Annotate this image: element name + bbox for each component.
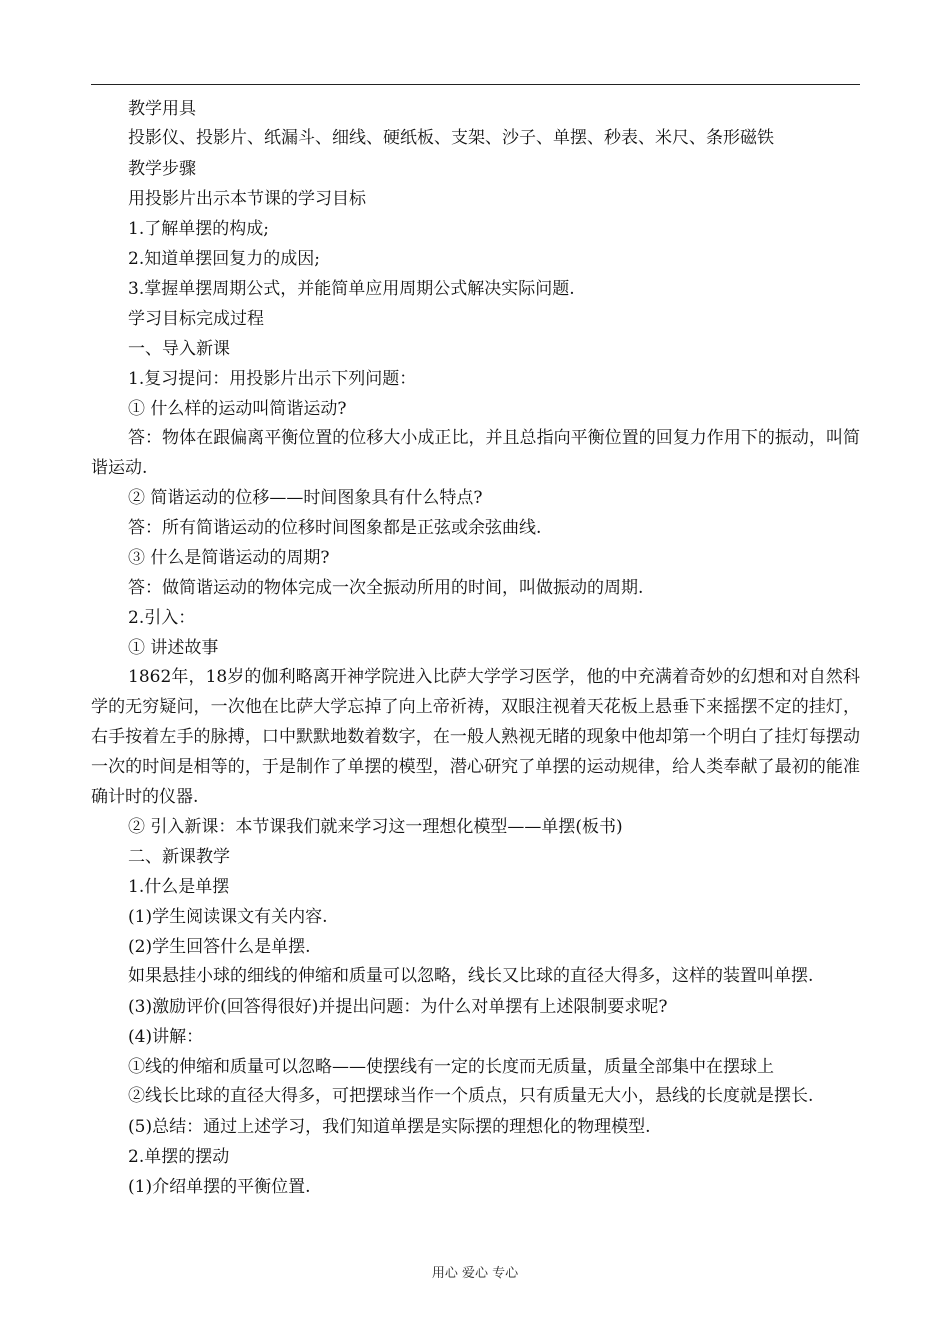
paragraph: 教学步骤 xyxy=(128,158,196,179)
paragraph: (1)介绍单摆的平衡位置. xyxy=(128,1176,311,1197)
paragraph: (4)讲解： xyxy=(128,1027,204,1048)
paragraph: 1.复习提问：用投影片出示下列问题： xyxy=(128,368,417,389)
paragraph: ① 讲述故事 xyxy=(128,638,219,659)
paragraph: 如果悬挂小球的细线的伸缩和质量可以忽略，线长又比球的直径大得多，这样的装置叫单摆. xyxy=(128,966,814,987)
paragraph: 2.知道单摆回复力的成因; xyxy=(128,248,320,269)
paragraph: 1862年，18岁的伽利略离开神学院进入比萨大学学习医学，他的中充满着奇妙的幻想和对自然科学的无穷疑问，一次他在比萨大学忘掉了向上帝祈祷，双眼注视着天花板上悬垂下来摇摆不定的挂灯，右手按着左手的脉搏，口中默默地数着数字，在一般人熟视无睹的现象中他却第一个明白了挂灯每摆动一次的时间是相等的，于是制作了单摆的模型，潜心研究了单摆的运动规律，给人类奉献了最初的能准确计时的仪器. xyxy=(91,667,860,807)
page-footer: 用心 爱心 专心 xyxy=(431,1266,519,1281)
paragraph: 1.了解单摆的构成; xyxy=(128,218,269,239)
paragraph: 教学用具 xyxy=(128,99,196,119)
paragraph: ② 简谐运动的位移——时间图象具有什么特点? xyxy=(128,488,483,509)
paragraph: ② 引入新课：本节课我们就来学习这一理想化模型——单摆(板书) xyxy=(128,817,623,838)
paragraph: 学习目标完成过程 xyxy=(128,308,264,329)
paragraph: ①线的伸缩和质量可以忽略——使摆线有一定的长度而无质量，质量全部集中在摆球上 xyxy=(128,1057,774,1078)
paragraph: 答：做简谐运动的物体完成一次全振动所用的时间，叫做振动的周期. xyxy=(128,578,644,599)
paragraph: 投影仪、投影片、纸漏斗、细线、硬纸板、支架、沙子、单摆、秒表、米尺、条形磁铁 xyxy=(128,128,774,148)
paragraph: 答：物体在跟偏离平衡位置的位移大小成正比，并且总指向平衡位置的回复力作用下的振动，叫简谐运动. xyxy=(91,427,860,478)
header-rule xyxy=(91,84,860,85)
paragraph: ③ 什么是简谐运动的周期? xyxy=(128,548,330,569)
paragraph: (1)学生阅读课文有关内容. xyxy=(128,907,328,928)
paragraph: 用投影片出示本节课的学习目标 xyxy=(128,188,366,209)
paragraph: 一、导入新课 xyxy=(128,338,230,359)
paragraph: ②线长比球的直径大得多，可把摆球当作一个质点，只有质量无大小，悬线的长度就是摆长. xyxy=(128,1086,814,1107)
paragraph: 二、新课教学 xyxy=(128,847,230,868)
paragraph: 1.什么是单摆 xyxy=(128,877,230,898)
paragraph: (3)激励评价(回答得很好)并提出问题：为什么对单摆有上述限制要求呢? xyxy=(128,997,668,1018)
paragraph: 2.单摆的摆动 xyxy=(128,1146,230,1167)
paragraph: ① 什么样的运动叫简谐运动? xyxy=(128,398,347,419)
paragraph: (2)学生回答什么是单摆. xyxy=(128,937,311,958)
paragraph: 2.引入： xyxy=(128,608,196,629)
paragraph: 3.掌握单摆周期公式，并能简单应用周期公式解决实际问题. xyxy=(128,278,575,299)
paragraph: 答：所有简谐运动的位移时间图象都是正弦或余弦曲线. xyxy=(128,518,542,539)
paragraph: (5)总结：通过上述学习，我们知道单摆是实际摆的理想化的物理模型. xyxy=(128,1116,651,1137)
document-body xyxy=(91,94,860,1202)
